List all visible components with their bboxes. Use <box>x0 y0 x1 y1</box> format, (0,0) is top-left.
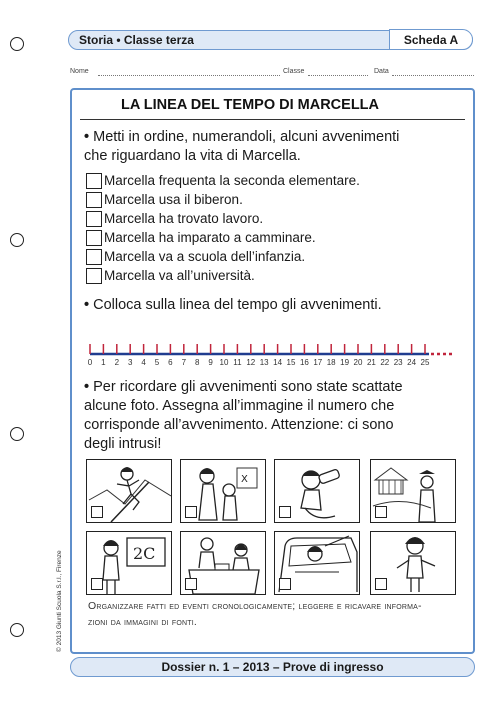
timeline-label: 14 <box>273 358 283 367</box>
binder-hole-lower <box>10 427 24 441</box>
number-box[interactable] <box>279 578 291 590</box>
name-label: Nome <box>70 68 89 75</box>
number-box[interactable] <box>86 173 102 189</box>
instruction-line: alcune foto. Assegna all’immagine il numero che <box>84 398 395 414</box>
number-box[interactable] <box>86 268 102 284</box>
number-box[interactable] <box>185 578 197 590</box>
timeline-label: 19 <box>340 358 350 367</box>
footer-bar: Dossier n. 1 – 2013 – Prove di ingresso <box>70 657 475 677</box>
bullet: • <box>84 297 90 313</box>
instruction-timeline <box>84 296 382 315</box>
instruction-line: degli intrusi! <box>84 436 162 452</box>
sheet-label: Scheda A <box>389 29 473 50</box>
instruction-line: Per ricordare gli avvenimenti sono state scattate <box>93 379 403 395</box>
photo-baby-bottle <box>274 459 360 523</box>
timeline-label: 21 <box>366 358 376 367</box>
binder-hole-bottom <box>10 623 24 637</box>
objective-line: Organizzare fatti ed eventi cronologicamente; leggere e ricavare informa- <box>88 600 422 612</box>
timeline-label: 0 <box>87 358 93 367</box>
instruction-line: Colloca sulla linea del tempo gli avvenimenti. <box>93 297 382 313</box>
event-item <box>86 268 255 284</box>
subject-label: Storia • Classe terza <box>79 33 194 47</box>
svg-text:X: X <box>241 474 248 485</box>
event-text: Marcella usa il biberon. <box>104 192 243 207</box>
date-field[interactable] <box>392 75 474 76</box>
event-text: Marcella ha imparato a camminare. <box>104 230 316 245</box>
photo-child <box>370 531 456 595</box>
name-field[interactable] <box>98 75 280 76</box>
number-box[interactable] <box>86 249 102 265</box>
event-item <box>86 230 316 246</box>
timeline-label: 2 <box>114 358 120 367</box>
timeline-label: 16 <box>299 358 309 367</box>
timeline-label: 3 <box>127 358 133 367</box>
number-box[interactable] <box>91 506 103 518</box>
photo-office <box>180 531 266 595</box>
class-label: Classe <box>283 68 305 75</box>
timeline-axis <box>84 330 464 356</box>
event-text: Marcella va all’università. <box>104 268 255 283</box>
event-item <box>86 211 263 227</box>
timeline-label: 6 <box>168 358 173 367</box>
instruction-photos <box>84 378 403 454</box>
timeline-label: 17 <box>313 358 323 367</box>
photo-graduation <box>370 459 456 523</box>
timeline-label: 8 <box>194 358 200 367</box>
class-field[interactable] <box>308 75 368 76</box>
timeline-label: 18 <box>326 358 336 367</box>
event-item <box>86 249 305 265</box>
timeline <box>84 330 464 370</box>
number-box[interactable] <box>86 211 102 227</box>
instruction-line: Metti in ordine, numerandoli, alcuni avvenimenti <box>93 129 400 145</box>
number-box[interactable] <box>375 578 387 590</box>
event-text: Marcella ha trovato lavoro. <box>104 211 264 226</box>
photo-teacher <box>180 459 266 523</box>
timeline-label: 13 <box>259 358 269 367</box>
objective-line: zioni da immagini di fonti. <box>88 616 198 628</box>
timeline-label: 23 <box>393 358 403 367</box>
event-item <box>86 173 360 189</box>
instruction-line: corrisponde all’avvenimento. Attenzione: ci sono <box>84 417 394 433</box>
event-text: Marcella va a scuola dell’infanzia. <box>104 249 306 264</box>
timeline-label: 7 <box>181 358 187 367</box>
timeline-label: 1 <box>101 358 106 367</box>
photo-classroom <box>86 531 172 595</box>
learning-objective <box>88 598 468 630</box>
timeline-label: 4 <box>141 358 146 367</box>
date-label: Data <box>374 68 389 75</box>
timeline-label: 20 <box>353 358 363 367</box>
photo-car <box>274 531 360 595</box>
instruction-order <box>84 128 399 166</box>
number-box[interactable] <box>375 506 387 518</box>
title-divider <box>80 119 465 120</box>
number-box[interactable] <box>279 506 291 518</box>
timeline-label: 15 <box>286 358 296 367</box>
number-box[interactable] <box>91 578 103 590</box>
number-box[interactable] <box>185 506 197 518</box>
timeline-label: 11 <box>233 358 242 367</box>
instruction-line: che riguardano la vita di Marcella. <box>84 148 301 164</box>
timeline-label: 12 <box>246 358 256 367</box>
copyright-text: © 2013 Giunti Scuola S.r.l., Firenze <box>56 550 63 652</box>
timeline-label: 9 <box>208 358 213 367</box>
board-text: 2C <box>133 544 156 563</box>
timeline-label: 5 <box>154 358 160 367</box>
timeline-label: 22 <box>380 358 390 367</box>
binder-hole-middle <box>10 233 24 247</box>
timeline-label: 24 <box>407 358 417 367</box>
number-box[interactable] <box>86 192 102 208</box>
timeline-label: 10 <box>219 358 229 367</box>
photo-skiing <box>86 459 172 523</box>
event-text: Marcella frequenta la seconda elementare. <box>104 173 360 188</box>
header-bar <box>68 30 473 50</box>
bullet: • <box>84 129 90 145</box>
timeline-label: 25 <box>420 358 430 367</box>
number-box[interactable] <box>86 230 102 246</box>
event-item <box>86 192 243 208</box>
bullet: • <box>84 379 90 395</box>
binder-hole-top <box>10 37 24 51</box>
page-title: LA LINEA DEL TEMPO DI MARCELLA <box>120 97 380 113</box>
